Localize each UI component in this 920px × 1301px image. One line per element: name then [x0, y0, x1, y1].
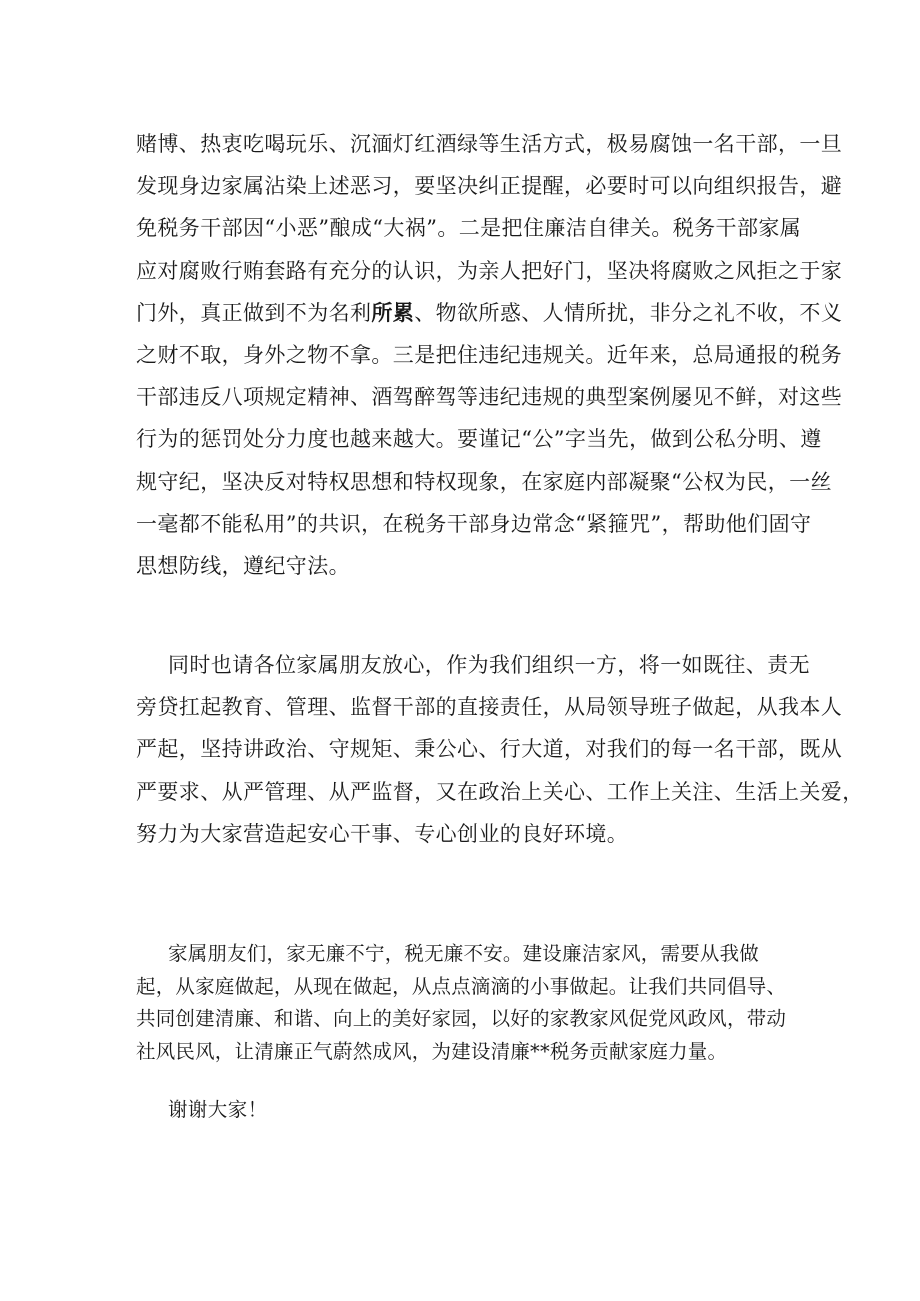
- paragraph-integrity-checks: [136, 123, 842, 587]
- text-line: 家属朋友们，家无廉不宁，税无廉不安。建设廉洁家风，需要从我做: [168, 942, 760, 965]
- text-line: 一毫都不能私用”的共识，在税务干部身边常念“紧箍咒”，帮助他们固守: [136, 511, 812, 536]
- paragraph-call-to-action: [136, 938, 786, 1068]
- text-line: 思想防线，遵纪守法。: [136, 554, 350, 579]
- text-line: 免税务干部因“小恶”酿成“大祸”。二是把住廉洁自律关。税务干部家属: [136, 216, 802, 241]
- text-line: [136, 292, 842, 334]
- text-line: 严起，坚持讲政治、守规矩、秉公心、行大道，对我们的每一名干部，既从: [136, 737, 843, 762]
- text-line: 共同创建清廉、和谐、向上的美好家园，以好的家教家风促党风政风，带动: [136, 1007, 787, 1031]
- closing-text: 谢谢大家！: [168, 1098, 268, 1121]
- paragraph-organization-commitment: [136, 644, 864, 855]
- text-line: 行为的惩罚处分力度也越来越大。要谨记“公”字当先，做到公私分明、遵: [136, 427, 822, 452]
- text-line: 同时也请各位家属朋友放心，作为我们组织一方，将一如既往、责无: [168, 653, 810, 677]
- closing-remark: [136, 1094, 268, 1126]
- text-line: 旁贷扛起教育、管理、监督干部的直接责任，从局领导班子做起，从我本人: [136, 695, 843, 720]
- text-line: 严要求、从严管理、从严监督，又在政治上关心、工作上关注、生活上关爱，: [136, 779, 864, 804]
- text-segment: 、物欲所惑、人情所扰，非分之礼不收，不义: [414, 300, 843, 325]
- bold-text-segment: 所累: [371, 299, 415, 325]
- text-line: 发现身边家属沾染上述恶习，要坚决纠正提醒，必要时可以向组织报告，避: [136, 174, 843, 199]
- text-line: 之财不取，身外之物不拿。三是把住违纪违规关。近年来，总局通报的税务: [136, 343, 843, 368]
- text-line: 起，从家庭做起，从现在做起，从点点滴滴的小事做起。让我们共同倡导、: [136, 974, 787, 998]
- text-line: 赌博、热衷吃喝玩乐、沉湎灯红酒绿等生活方式，极易腐蚀一名干部，一旦: [136, 132, 843, 156]
- text-line: 干部违反八项规定精神、酒驾醉驾等违纪违规的典型案例屡见不鲜，对这些: [136, 385, 843, 410]
- text-line: 社风民风，让清廉正气蔚然成风，为建设清廉**税务贡献家庭力量。: [136, 1039, 728, 1063]
- text-segment: 门外，真正做到不为名利: [136, 300, 372, 325]
- text-line: 规守纪，坚决反对特权思想和特权现象，在家庭内部凝聚“公权为民，一丝: [136, 469, 832, 494]
- text-line: 应对腐败行贿套路有充分的认识，为亲人把好门，坚决将腐败之风拒之于家: [136, 258, 843, 283]
- text-line: 努力为大家营造起安心干事、专心创业的良好环境。: [136, 821, 629, 846]
